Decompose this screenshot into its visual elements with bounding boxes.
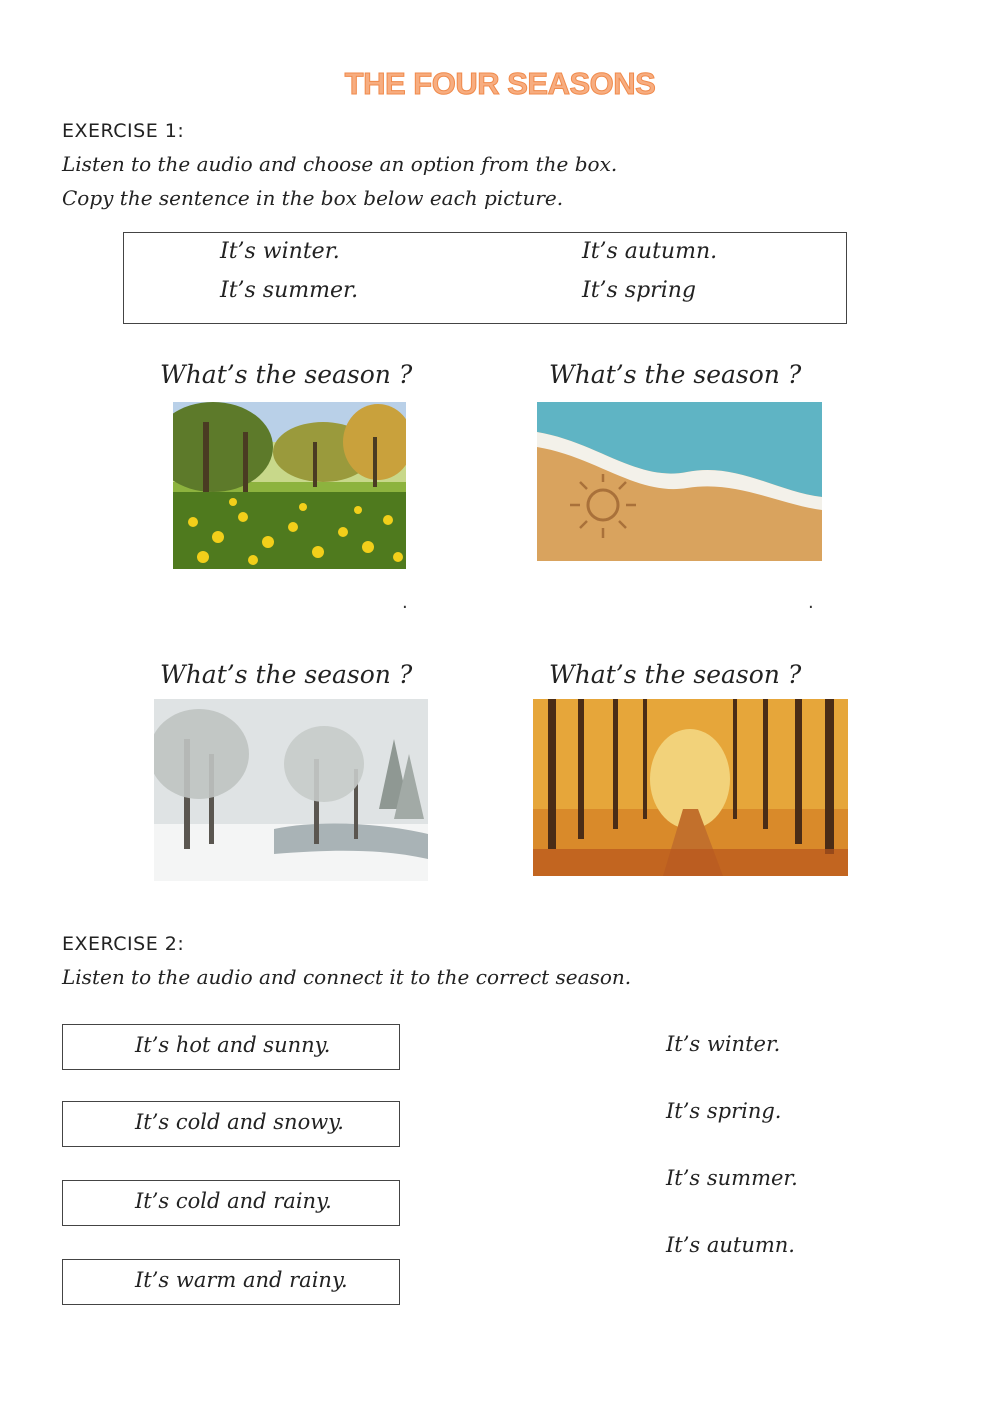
answer-mark-2: . [808, 592, 814, 613]
winter-snow-photo [154, 699, 428, 881]
spring-daffodils-photo [173, 402, 406, 569]
description-text: It’s warm and rainy. [135, 1268, 348, 1292]
description-text: It’s cold and rainy. [135, 1189, 332, 1213]
description-box-1[interactable] [62, 1024, 400, 1070]
description-box-3[interactable] [62, 1180, 400, 1226]
exercise-2-instruction: Listen to the audio and connect it to the correct season. [62, 965, 632, 989]
question-2: What’s the season ? [549, 360, 802, 389]
season-summer[interactable]: It’s summer. [666, 1166, 798, 1190]
question-3: What’s the season ? [160, 660, 413, 689]
description-box-2[interactable] [62, 1101, 400, 1147]
option-winter: It’s winter. [220, 239, 340, 264]
option-spring: It’s spring [582, 278, 696, 303]
exercise-2-heading: EXERCISE 2: [62, 933, 185, 955]
exercise-1-heading: EXERCISE 1: [62, 120, 185, 142]
description-text: It’s cold and snowy. [135, 1110, 344, 1134]
exercise-1-instruction-2: Copy the sentence in the box below each picture. [62, 186, 564, 210]
season-winter[interactable]: It’s winter. [666, 1032, 781, 1056]
answer-mark-1: . [402, 592, 408, 613]
description-box-4[interactable] [62, 1259, 400, 1305]
question-4: What’s the season ? [549, 660, 802, 689]
autumn-forest-photo [533, 699, 848, 876]
option-summer: It’s summer. [220, 278, 359, 303]
options-box [123, 232, 847, 324]
page-title: THE FOUR SEASONS [344, 66, 656, 101]
season-autumn[interactable]: It’s autumn. [666, 1233, 795, 1257]
description-text: It’s hot and sunny. [135, 1033, 331, 1057]
option-autumn: It’s autumn. [582, 239, 718, 264]
exercise-1-instruction-1: Listen to the audio and choose an option from the box. [62, 152, 618, 176]
question-1: What’s the season ? [160, 360, 413, 389]
summer-beach-photo [537, 402, 822, 561]
season-spring[interactable]: It’s spring. [666, 1099, 782, 1123]
